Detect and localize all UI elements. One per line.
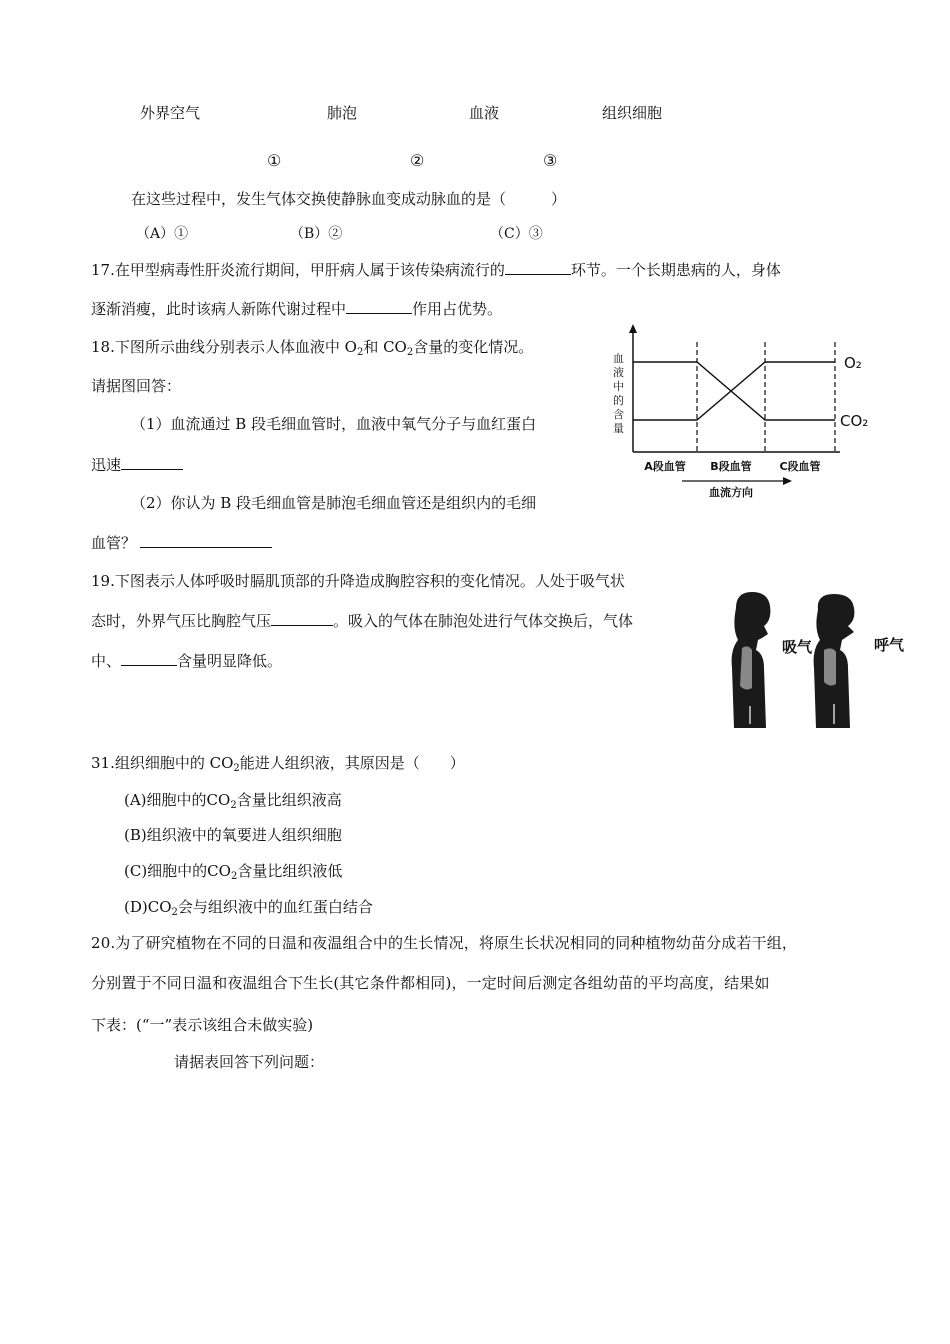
q31-option-c-sub: 2 (230, 871, 238, 882)
chart-ylabel-char: 中 (613, 380, 624, 393)
chart-ylabel-char: 量 (613, 422, 624, 435)
chart-ylabel (613, 352, 624, 435)
q18-part2-text: 血管？ (91, 534, 137, 552)
q19-blank-2[interactable] (121, 651, 177, 666)
q18-line-2: 请据图回答： (91, 377, 182, 395)
q18-part2-line2 (91, 532, 272, 553)
q31-stem (91, 752, 465, 773)
q31-option-d (124, 896, 373, 917)
q19-line-2 (91, 610, 633, 631)
q18-text-1b: 和 CO (363, 338, 407, 356)
q18-part1-line2 (91, 454, 183, 475)
q31-option-d-sub: 2 (171, 907, 178, 918)
breathing-figure (722, 588, 922, 743)
q31-option-c-1: (C)细胞中的CO (124, 862, 231, 880)
chart-series-o2-line (633, 362, 835, 420)
q16-option-c: （C）③ (490, 226, 543, 242)
q31-option-c (124, 860, 342, 881)
q17-line-1 (91, 259, 781, 280)
q20-line-3: 下表：(“一”表示该组合未做实验) (91, 1016, 314, 1034)
q17-blank-1[interactable] (505, 260, 571, 275)
q18-part1-text: 迅速 (91, 456, 122, 474)
chart-category-b: B段血管 (710, 460, 752, 473)
label-inhale: 吸气 (782, 638, 813, 656)
q31-stem-b: 能进人组织液，其原因是（ ） (239, 754, 465, 772)
q31-option-b: (B)组织液中的氧要进人组织细胞 (124, 826, 342, 844)
chart-ylabel-char: 液 (613, 366, 624, 379)
flow-step-1: ① (267, 151, 282, 170)
chart-flow-arrowhead (783, 477, 792, 485)
q31-stem-sub: 2 (233, 763, 240, 774)
q31-option-a-2: 含量比组织液高 (236, 791, 342, 809)
flow-label-blood: 血液 (469, 104, 500, 122)
chart-legend-o2: O₂ (844, 354, 862, 372)
q18-sub-o2: 2 (356, 347, 364, 358)
q19-line-1: 19.下图表示人体呼吸时膈肌顶部的升降造成胸腔容积的变化情况。人处于吸气状 (91, 572, 625, 590)
q31-option-a-1: (A)细胞中的CO (124, 791, 231, 809)
q18-part2-line1: （2）你认为 B 段毛细血管是肺泡毛细血管还是组织内的毛细 (131, 494, 537, 512)
q17-text-2a: 逐渐消瘦，此时该病人新陈代谢过程中 (91, 300, 347, 318)
q20-line-1: 20.为了研究植物在不同的日温和夜温组合中的生长情况，将原生长状况相同的同种植物幼苗分成若干组， (91, 934, 798, 952)
q18-sub-co2: 2 (406, 347, 414, 358)
q18-blank-2[interactable] (140, 533, 272, 548)
q18-line-1 (91, 336, 533, 357)
q18-part1-line1: （1）血流通过 B 段毛细血管时，血液中氧气分子与血红蛋白 (131, 415, 537, 433)
chart-ylabel-char: 含 (613, 408, 624, 421)
chart-xlabel: 血流方向 (709, 486, 753, 499)
q31-option-a (124, 789, 342, 810)
flow-step-3: ③ (543, 151, 558, 170)
q19-text-2b: 。吸入的气体在肺泡处进行气体交换后，气体 (333, 612, 634, 630)
flow-label-outside-air: 外界空气 (140, 104, 201, 122)
q17-line-2 (91, 298, 502, 319)
q18-text-1a: 18.下图所示曲线分别表示人体血液中 O (91, 338, 357, 356)
q20-line-2: 分别置于不同日温和夜温组合下生长(其它条件都相同)，一定时间后测定各组幼苗的平均高度，结果如 (91, 974, 770, 992)
q31-option-c-2: 含量比组织液低 (237, 862, 343, 880)
q16-option-b: （B）② (290, 226, 343, 242)
flow-step-2: ② (410, 151, 425, 170)
blood-gas-chart (600, 320, 885, 505)
q17-text-1a: 17.在甲型病毒性肝炎流行期间，甲肝病人属于该传染病流行的 (91, 261, 505, 279)
exhale-torso-illustration (814, 594, 855, 728)
chart-ylabel-char: 的 (613, 394, 624, 407)
q19-text-2a: 态时，外界气压比胸腔气压 (91, 612, 272, 630)
q31-option-d-2: 会与组织液中的血红蛋白结合 (177, 898, 373, 916)
chart-legend-co2: CO₂ (840, 412, 869, 430)
q20-line-4: 请据表回答下列问题： (174, 1053, 325, 1071)
q31-option-d-1: (D)CO (124, 898, 172, 916)
q16-option-a: （A）① (136, 226, 189, 242)
q17-text-2b: 作用占优势。 (412, 300, 503, 318)
chart-y-arrow (629, 324, 637, 333)
q31-stem-a: 31.组织细胞中的 CO (91, 754, 234, 772)
flow-label-alveoli: 肺泡 (327, 104, 358, 122)
q19-line-3 (91, 650, 282, 671)
chart-category-a: A段血管 (644, 460, 686, 473)
label-exhale: 呼气 (874, 636, 905, 654)
q18-text-1c: 含量的变化情况。 (413, 338, 534, 356)
inhale-torso-illustration (732, 592, 771, 728)
q19-text-3a: 中、 (91, 652, 122, 670)
chart-ylabel-char: 血 (613, 352, 624, 365)
q17-text-1b: 环节。一个长期患病的人，身体 (570, 261, 781, 279)
chart-category-c: C段血管 (779, 460, 821, 473)
q19-text-3b: 含量明显降低。 (177, 652, 283, 670)
q18-blank-1[interactable] (121, 455, 183, 470)
q19-blank-1[interactable] (271, 611, 333, 626)
chart-series-co2-line (633, 362, 835, 420)
q16-stem: 在这些过程中，发生气体交换使静脉血变成动脉血的是（ ） (131, 190, 567, 208)
q31-option-a-sub: 2 (230, 800, 237, 811)
flow-label-tissue-cells: 组织细胞 (602, 104, 663, 122)
q17-blank-2[interactable] (346, 299, 412, 314)
